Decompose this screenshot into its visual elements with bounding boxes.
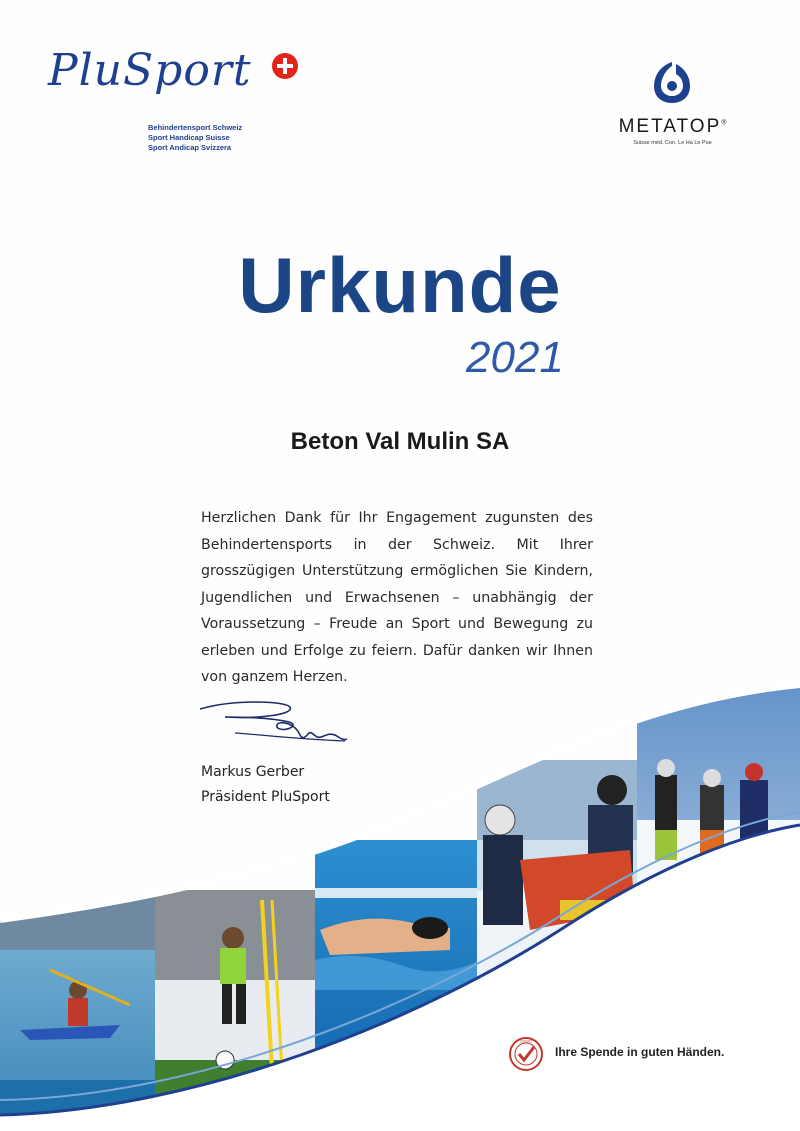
- certificate-year: 2021: [466, 333, 564, 382]
- metatop-name: METATOP®: [618, 116, 727, 137]
- certificate-body: Herzlichen Dank für Ihr Engagement zugunsten des Behindertensports in der Schweiz. Mit Ihrer grosszügigen Unterstützung ermöglichen Sie Kindern, Jugendlichen und Erwachsenen – unabhängig der Voraussetzung – Freude an Sport und Bewegung zu erleben und Erfolge zu feiern. Dafür danken wir Ihnen von ganzem Herzen.: [201, 510, 593, 685]
- zewo-seal-icon: [508, 1036, 544, 1072]
- plusport-wordmark: PluSport: [48, 45, 252, 96]
- svg-text:ZEWO: ZEWO: [520, 1038, 532, 1044]
- recipient-name: Beton Val Mulin SA: [290, 428, 510, 455]
- swiss-cross-icon: [272, 53, 298, 79]
- signer-name: Markus Gerber: [201, 764, 305, 780]
- metatop-tagline: Suisse méd. Con. Le Ha Le Pue: [633, 140, 712, 146]
- plusport-subtitle-line: Sport Andicap Svizzera: [148, 143, 232, 152]
- plusport-subtitle-line: Behindertensport Schweiz: [148, 123, 243, 132]
- plusport-subtitle: [148, 123, 242, 153]
- plusport-subtitle-line: Sport Handicap Suisse: [148, 133, 230, 142]
- metatop-mark-icon: [652, 60, 692, 104]
- photo-band: [0, 660, 800, 1131]
- signature: [195, 695, 355, 755]
- metatop-logo: [590, 58, 760, 153]
- signer-role: Präsident PluSport: [201, 789, 330, 805]
- plusport-logo: [48, 45, 308, 165]
- donation-tagline: Ihre Spende in guten Händen.: [555, 1045, 725, 1059]
- certificate-title: Urkunde: [238, 241, 562, 329]
